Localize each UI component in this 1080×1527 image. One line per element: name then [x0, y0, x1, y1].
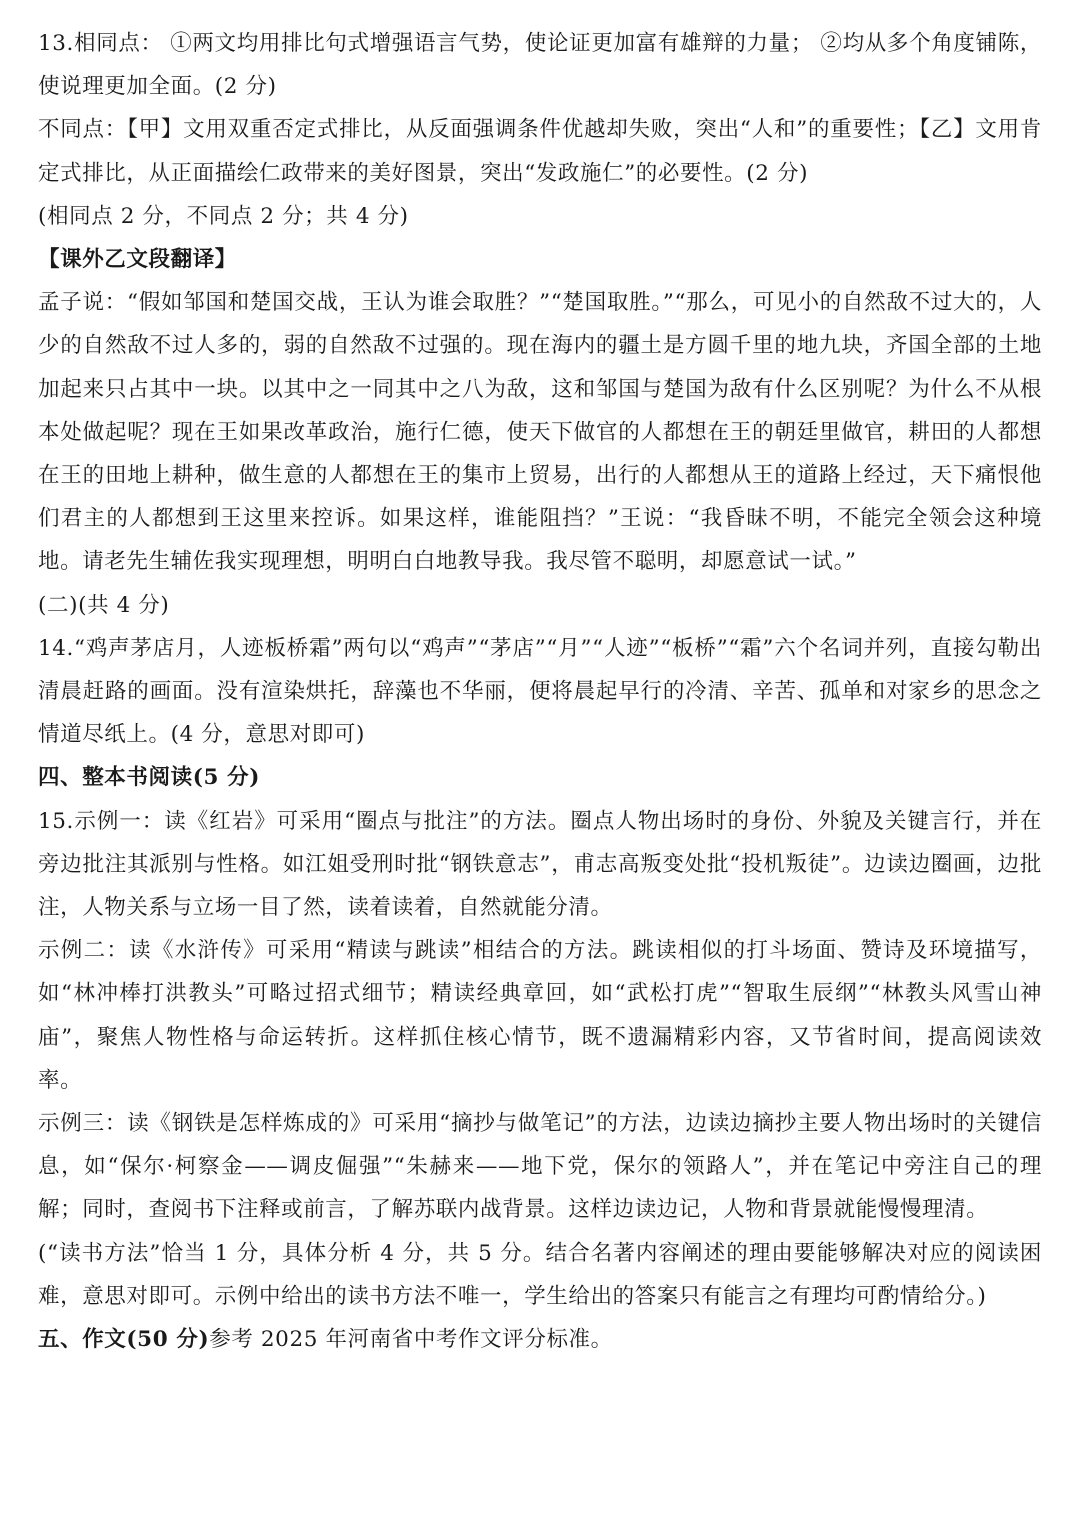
- q15-scoring: (“读书方法”恰当 1 分，具体分析 4 分，共 5 分。结合名著内容阐述的理由要能够解决对应的阅读困难，意思对即可。示例中给出的读书方法不唯一，学生给出的答案只有能言之有理均可酌情给分。): [38, 1240, 1042, 1309]
- q15-example-1: 15.示例一：读《红岩》可采用“圈点与批注”的方法。圈点人物出场时的身份、外貌及关键言行，并在旁边批注其派别与性格。如江姐受刑时批“钢铁意志”，甫志高叛变处批“投机叛徒”。边读边圈画，边批注，人物关系与立场一目了然，读着读着，自然就能分清。: [38, 808, 1042, 921]
- q15-example-3: 示例三：读《钢铁是怎样炼成的》可采用“摘抄与做笔记”的方法，边读边摘抄主要人物出场时的关键信息，如“保尔·柯察金——调皮倔强”“朱赫来——地下党，保尔的领路人”，并在笔记中旁注自己的理解；同时，查阅书下注释或前言，了解苏联内战背景。这样边读边记，人物和背景就能慢慢理清。: [38, 1111, 1042, 1223]
- q13-different-points: 不同点：【甲】文用双重否定式排比，从反面强调条件优越却失败，突出“人和”的重要性；【乙】文用肯定式排比，从正面描绘仁政带来的美好图景，突出“发政施仁”的必要性。(2 分): [38, 117, 1042, 186]
- section5-line: [38, 1318, 1042, 1361]
- section5-heading: 五、作文(50 分): [38, 1327, 210, 1353]
- q15-example-2: 示例二：读《水浒传》可采用“精读与跳读”相结合的方法。跳读相似的打斗场面、赞诗及环境描写，如“林冲棒打洪教头”可略过招式细节；精读经典章回，如“武松打虎”“智取生辰纲”“林教头风雪山神庙”，聚焦人物性格与命运转折。这样抓住核心情节，既不遗漏精彩内容，又节省时间，提高阅读效率。: [38, 938, 1042, 1093]
- answer-page: [38, 22, 1042, 1361]
- q13-scoring: (相同点 2 分，不同点 2 分；共 4 分): [38, 203, 409, 229]
- translation-heading: 【课外乙文段翻译】: [38, 247, 237, 273]
- part2-label: (二)(共 4 分): [38, 592, 170, 618]
- translation-body: 孟子说：“假如邹国和楚国交战，王认为谁会取胜？”“楚国取胜。”“那么，可见小的自然敌不过大的，人少的自然敌不过人多的，弱的自然敌不过强的。现在海内的疆土是方圆千里的地九块，齐国全部的土地加起来只占其中一块。以其中之一同其中之八为敌，这和邹国与楚国为敌有什么区别呢？为什么不从根本处做起呢？现在王如果改革政治，施行仁德，使天下做官的人都想在王的朝廷里做官，耕田的人都想在王的田地上耕种，做生意的人都想在王的集市上贸易，出行的人都想从王的道路上经过，天下痛恨他们君主的人都想到王这里来控诉。如果这样，谁能阻挡？”王说：“我昏昧不明，不能完全领会这种境地。请老先生辅佐我实现理想，明明白白地教导我。我尽管不聪明，却愿意试一试。”: [38, 290, 1042, 575]
- q14-answer: 14.“鸡声茅店月，人迹板桥霜”两句以“鸡声”“茅店”“月”“人迹”“板桥”“霜”六个名词并列，直接勾勒出清晨赶路的画面。没有渲染烘托，辞藻也不华丽，便将晨起早行的冷清、辛苦、孤单和对家乡的思念之情道尽纸上。(4 分，意思对即可): [38, 635, 1042, 748]
- section4-heading: 四、整本书阅读(5 分): [38, 765, 260, 791]
- section5-text: 参考 2025 年河南省中考作文评分标准。: [209, 1327, 613, 1353]
- q13-similar-points: 13.相同点： ①两文均用排比句式增强语言气势，使论证更加富有雄辩的力量； ②均从多个角度铺陈，使说理更加全面。(2 分): [38, 31, 1042, 100]
